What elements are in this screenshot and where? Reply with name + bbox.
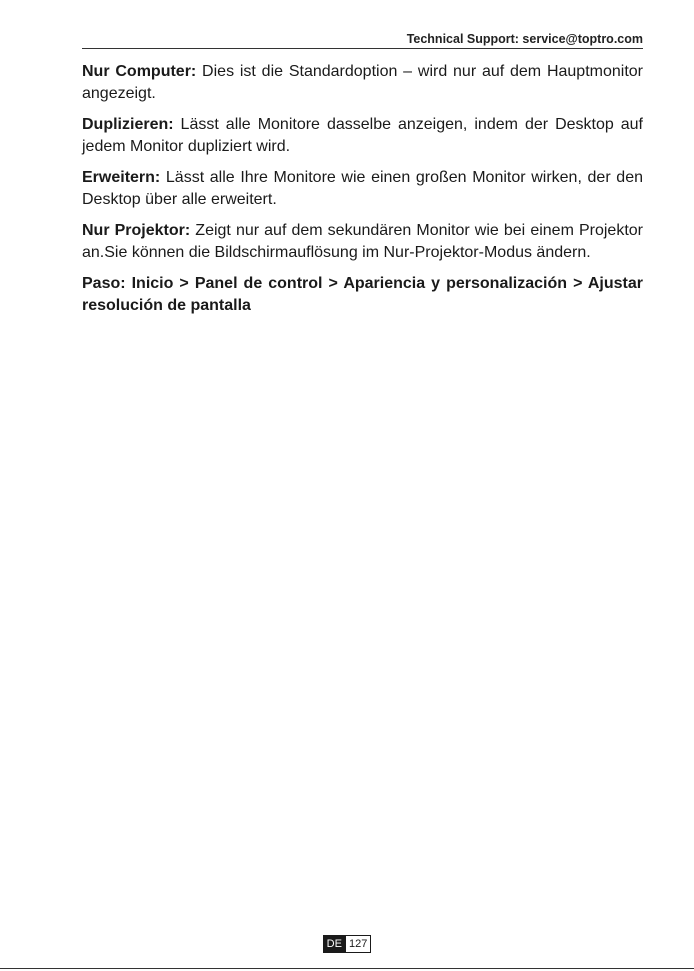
desc-duplizieren: Lässt alle Monitore dasselbe anzeigen, indem der Desktop auf jedem Monitor dupliziert wird.	[82, 116, 643, 155]
desc-erweitern: Lässt alle Ihre Monitore wie einen großen Monitor wirken, der den Desktop über alle erweitert.	[82, 169, 643, 208]
desc-nur-projektor: Zeigt nur auf dem sekundären Monitor wie bei einem Projektor an.Sie können die Bildschirmauflösung im Nur-Projektor-Modus ändern.	[82, 222, 643, 261]
page-content	[82, 61, 643, 326]
language-badge: DE	[323, 935, 346, 953]
support-header: Technical Support: service@toptro.com	[406, 32, 643, 46]
term-erweitern: Erweitern:	[82, 169, 161, 186]
page-footer	[0, 935, 694, 953]
term-duplizieren: Duplizieren:	[82, 116, 174, 133]
paragraph-duplizieren	[82, 114, 643, 158]
desc-nur-computer: Dies ist die Standardoption – wird nur auf dem Hauptmonitor angezeigt.	[82, 63, 643, 102]
paragraph-nur-projektor	[82, 220, 643, 264]
step-instructions: Paso: Inicio > Panel de control > Apariencia y personalización > Ajustar resolución de pantalla	[82, 275, 643, 314]
page-number: 127	[346, 935, 371, 953]
bottom-divider	[0, 968, 694, 969]
header-divider	[82, 48, 643, 49]
term-nur-computer: Nur Computer:	[82, 63, 197, 80]
term-nur-projektor: Nur Projektor:	[82, 222, 191, 239]
paragraph-erweitern	[82, 167, 643, 211]
paragraph-nur-computer	[82, 61, 643, 105]
